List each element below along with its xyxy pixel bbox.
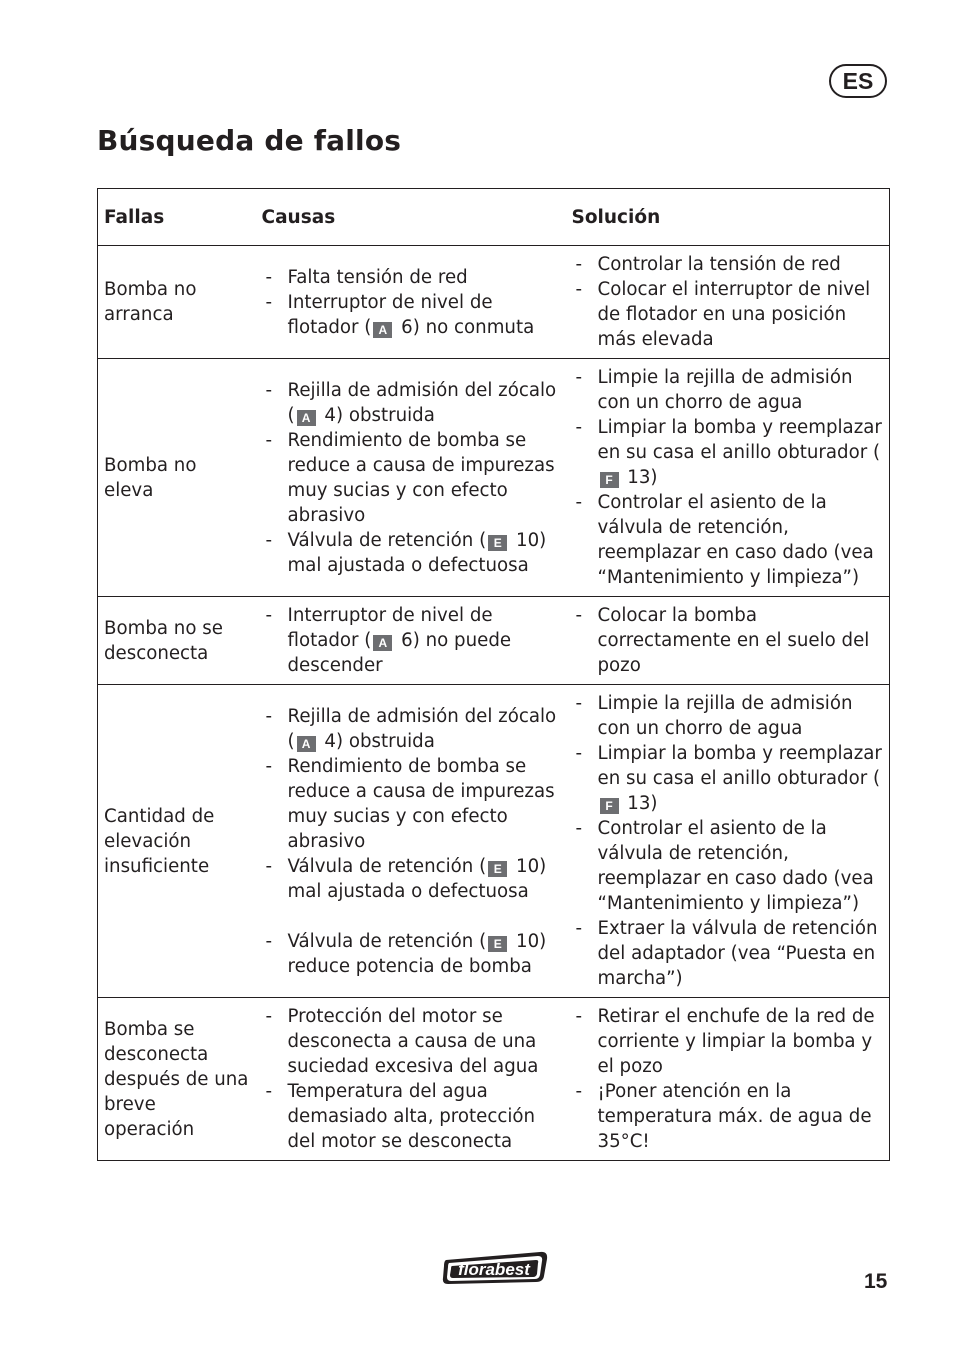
language-badge: ES bbox=[829, 64, 887, 98]
figure-reference-badge: A bbox=[373, 322, 392, 338]
causes-cell bbox=[256, 597, 566, 685]
table-body bbox=[98, 246, 890, 1161]
fault-cell: Bomba se desconecta después de una breve operación bbox=[98, 998, 256, 1161]
cause-item: - Rendimiento de bomba se reduce a causa de impurezas muy sucias y con efecto abrasivo bbox=[262, 754, 560, 854]
table-row bbox=[98, 597, 890, 685]
solution-item: - Controlar el asiento de la válvula de retención, reemplazar en caso dado (vea “Mantenimiento y limpieza”) bbox=[572, 490, 884, 590]
cause-item: - Rejilla de admisión del zócalo ( A 4) obstruida bbox=[262, 378, 560, 428]
figure-reference-badge: A bbox=[297, 410, 316, 426]
figure-reference-badge: E bbox=[488, 936, 507, 952]
figure-reference-badge: E bbox=[488, 535, 507, 551]
header-causes: Causas bbox=[256, 189, 566, 246]
solution-item: - Limpie la rejilla de admisión con un chorro de agua bbox=[572, 365, 884, 415]
logo-text: florabest bbox=[458, 1260, 530, 1279]
solutions-cell bbox=[566, 246, 890, 359]
causes-list bbox=[262, 378, 560, 578]
table-row bbox=[98, 246, 890, 359]
table-header-row bbox=[98, 189, 890, 246]
header-faults: Fallas bbox=[98, 189, 256, 246]
solutions-cell bbox=[566, 597, 890, 685]
causes-cell bbox=[256, 246, 566, 359]
cause-item: - Válvula de retención ( E 10) mal ajustada o defectuosa bbox=[262, 528, 560, 578]
solution-item: - Limpiar la bomba y reemplazar en su casa el anillo obturador (F 13) bbox=[572, 741, 884, 816]
solution-item: - Colocar la bomba correctamente en el suelo del pozo bbox=[572, 603, 884, 678]
solution-item: - Controlar la tensión de red bbox=[572, 252, 884, 277]
solution-item: - Limpiar la bomba y reemplazar en su casa el anillo obturador (F 13) bbox=[572, 415, 884, 490]
figure-reference-badge: A bbox=[373, 635, 392, 651]
causes-cell bbox=[256, 998, 566, 1161]
figure-reference-badge: A bbox=[297, 736, 316, 752]
figure-reference-badge: F bbox=[600, 798, 619, 814]
causes-list bbox=[262, 603, 560, 678]
florabest-logo bbox=[440, 1246, 550, 1286]
solutions-list bbox=[572, 603, 884, 678]
solutions-list bbox=[572, 1004, 884, 1154]
solution-item: - Controlar el asiento de la válvula de retención, reemplazar en caso dado (vea “Mantenimiento y limpieza”) bbox=[572, 816, 884, 916]
causes-list bbox=[262, 704, 560, 979]
solution-item: - Extraer la válvula de retención del adaptador (vea “Puesta en marcha”) bbox=[572, 916, 884, 991]
cause-item: - Protección del motor se desconecta a causa de una suciedad excesiva del agua bbox=[262, 1004, 560, 1079]
cause-item: - Falta tensión de red bbox=[262, 265, 560, 290]
figure-reference-badge: F bbox=[600, 472, 619, 488]
table-row bbox=[98, 998, 890, 1161]
solutions-list bbox=[572, 365, 884, 590]
causes-cell bbox=[256, 359, 566, 597]
solution-item: - ¡Poner atención en la temperatura máx. de agua de 35°C! bbox=[572, 1079, 884, 1154]
cause-item: - Interruptor de nivel de flotador ( A 6) no puede descender bbox=[262, 603, 560, 678]
solutions-cell bbox=[566, 359, 890, 597]
fault-cell: Bomba no eleva bbox=[98, 359, 256, 597]
fault-cell: Bomba no arranca bbox=[98, 246, 256, 359]
solution-item: - Retirar el enchufe de la red de corriente y limpiar la bomba y el pozo bbox=[572, 1004, 884, 1079]
troubleshooting-table bbox=[97, 188, 890, 1161]
solution-item: - Colocar el interruptor de nivel de flotador en una posición más elevada bbox=[572, 277, 884, 352]
cause-item: - Temperatura del agua demasiado alta, protección del motor se desconecta bbox=[262, 1079, 560, 1154]
solutions-cell bbox=[566, 685, 890, 998]
causes-cell bbox=[256, 685, 566, 998]
table-row bbox=[98, 359, 890, 597]
cause-item: - Rejilla de admisión del zócalo ( A 4) obstruida bbox=[262, 704, 560, 754]
fault-cell: Cantidad de elevación insuficiente bbox=[98, 685, 256, 998]
figure-reference-badge: E bbox=[488, 861, 507, 877]
cause-item: - Válvula de retención ( E 10) reduce potencia de bomba bbox=[262, 929, 560, 979]
causes-list bbox=[262, 1004, 560, 1154]
page-title: Búsqueda de fallos bbox=[97, 124, 402, 157]
solutions-list bbox=[572, 691, 884, 991]
causes-list bbox=[262, 265, 560, 340]
header-solution: Solución bbox=[566, 189, 890, 246]
fault-cell: Bomba no se desconecta bbox=[98, 597, 256, 685]
table-row bbox=[98, 685, 890, 998]
cause-item: - Válvula de retención ( E 10) mal ajustada o defectuosa bbox=[262, 854, 560, 904]
page-number: 15 bbox=[864, 1270, 888, 1293]
cause-item: - Interruptor de nivel de flotador ( A 6) no conmuta bbox=[262, 290, 560, 340]
solution-item: - Limpie la rejilla de admisión con un chorro de agua bbox=[572, 691, 884, 741]
cause-item: - Rendimiento de bomba se reduce a causa de impurezas muy sucias y con efecto abrasivo bbox=[262, 428, 560, 528]
solutions-list bbox=[572, 252, 884, 352]
solutions-cell bbox=[566, 998, 890, 1161]
